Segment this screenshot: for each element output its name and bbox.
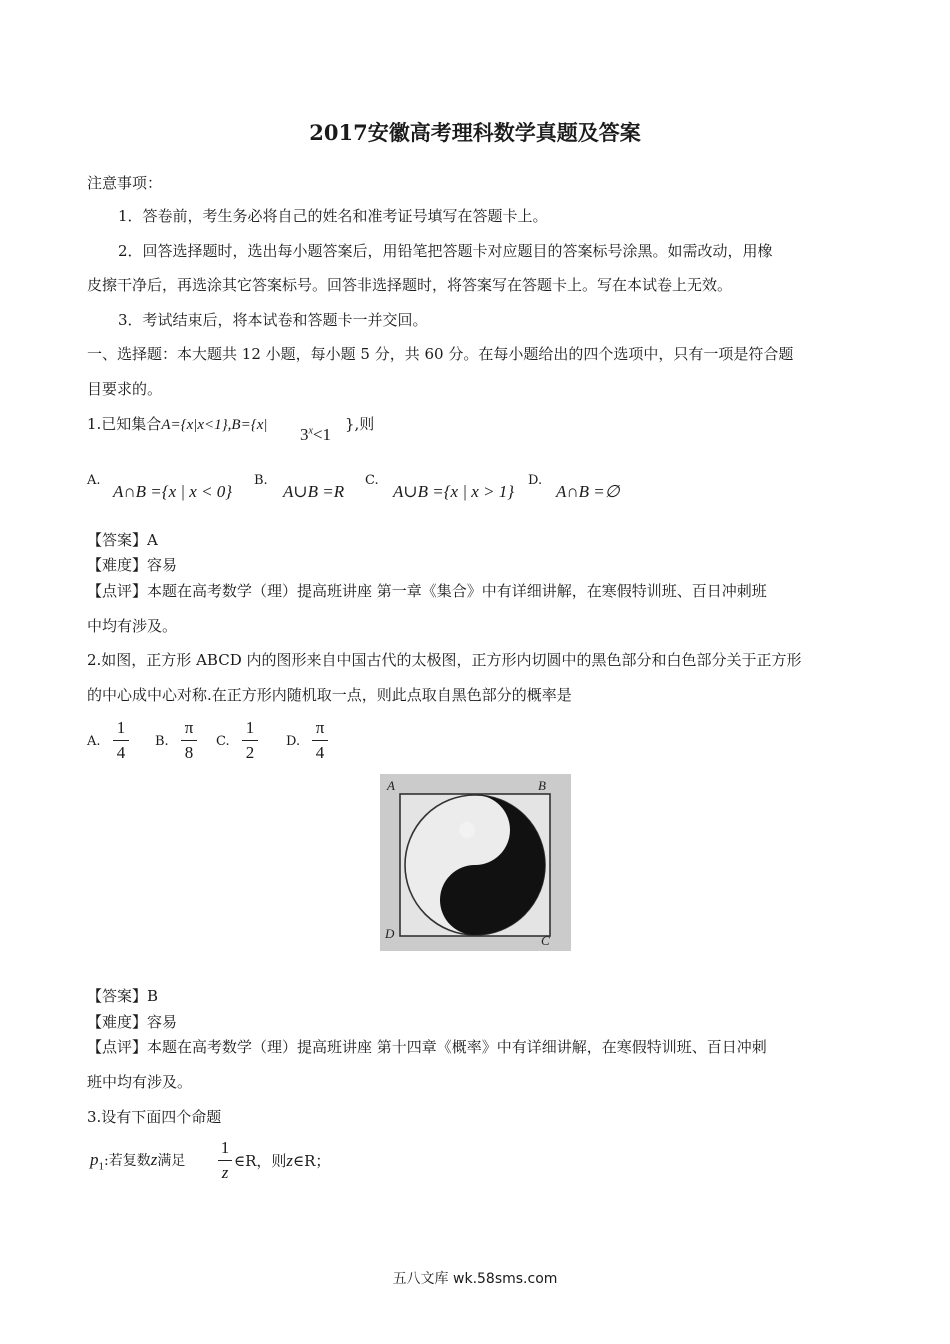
notice-item-2-line-2: 皮擦干净后，再选涂其它答案标号。回答非选择题时，将答案写在答题卡上。写在本试卷上无效。 [87,276,733,294]
q3-fraction-one-over-z [218,1138,232,1183]
q2-option-a-den: 4 [116,743,126,762]
q1-ineq-rest: <1 [312,425,332,444]
q3-p1-end: ∈R； [293,1152,331,1170]
notice-item-2-line-1: 2．回答选择题时，选出每小题答案后，用铅笔把答题卡对应题目的答案标号涂黑。如需改动，用橡 [118,242,773,260]
q2-answer: 【答案】B [87,987,159,1005]
q1-comment-line-2: 中均有涉及。 [87,617,178,635]
q2-option-d-label: D. [286,734,301,749]
q3-stem: 3.设有下面四个命题 [87,1108,222,1126]
q3-proposition-p1 [90,1150,185,1172]
q2-option-b-label: B. [155,734,169,749]
q2-stem-line-2: 的中心成中心对称.在正方形内随机取一点，则此点取自黑色部分的概率是 [87,686,572,704]
q1-difficulty: 【难度】容易 [87,556,178,574]
q2-option-c-label: C. [216,734,230,749]
q3-p1-in: ∈R，则 [234,1152,287,1170]
q1-set-a: A={x|x<1}, [161,417,232,433]
q3-p1-z: z [150,1150,158,1169]
q2-option-a-fraction [113,718,129,763]
q2-option-b-den: 8 [184,743,194,762]
q3-p1-text-1: :若复数 [104,1153,151,1169]
vertex-label-b: B [538,778,546,793]
q2-option-d-num: π [315,718,325,737]
section-heading-line-2: 目要求的。 [87,380,163,398]
q1-option-b-label: B. [254,473,268,488]
q2-option-a-label: A. [87,734,101,749]
q2-option-c-num: 1 [245,718,255,737]
q1-option-c-label: C. [365,473,379,488]
q1-option-d: A∩B =∅ [556,482,620,501]
vertex-label-d: D [385,926,395,941]
q1-stem-close: },则 [345,415,375,433]
q1-option-c: A∪B ={x | x > 1} [393,482,515,501]
q1-inequality [300,425,331,445]
q1-option-b: A∪B =R [283,482,345,501]
q2-comment-line-1: 【点评】本题在高考数学（理）提高班讲座 第十四章《概率》中有详细讲解，在寒假特训班、百日冲刺 [87,1038,767,1056]
q1-set-b: B={x| [231,417,268,433]
q1-comment-line-1: 【点评】本题在高考数学（理）提高班讲座 第一章《集合》中有详细讲解，在寒假特训班、百日冲刺班 [87,582,767,600]
q2-comment-line-2: 班中均有涉及。 [87,1073,193,1091]
q1-answer: 【答案】A [87,531,158,549]
notice-item-3: 3．考试结束后，将本试卷和答题卡一并交回。 [118,311,428,329]
q3-p1-z2: z [286,1151,294,1170]
q2-option-d-den: 4 [315,743,325,762]
q3-frac-den: z [221,1163,229,1182]
q2-option-c-den: 2 [245,743,255,762]
q3-p1-tail [234,1150,330,1171]
q2-stem-line-1: 2.如图，正方形 ABCD 内的图形来自中国古代的太极图，正方形内切圆中的黑色部分和白色部分关于正方形 [87,651,802,669]
q1-stem-text: 1.已知集合 [87,415,162,433]
vertex-label-a: A [387,778,395,793]
taiji-diagram [380,774,571,951]
page-title: 2017安徽高考理科数学真题及答案 [309,120,641,145]
q1-ineq-exp: x [308,425,313,437]
taiji-black-dot [460,885,474,899]
q1-option-d-label: D. [528,473,543,488]
footer-watermark: 五八文库 wk.58sms.com [392,1271,558,1287]
q1-stem [87,413,267,434]
q2-option-b-num: π [184,718,194,737]
section-heading-line-1: 一、选择题：本大题共 12 小题，每小题 5 分，共 60 分。在每小题给出的四个选项中，只有一项是符合题 [87,345,794,363]
taiji-figure [380,774,571,951]
q1-option-a: A∩B ={x | x < 0} [113,482,233,501]
taiji-white-dot [459,822,475,838]
q3-p1-subscript: 1 [98,1160,104,1173]
q2-option-b-fraction [181,718,197,763]
q2-option-a-num: 1 [116,718,126,737]
vertex-label-c: C [541,933,550,948]
q3-p1-symbol: p [90,1150,99,1169]
q1-option-a-label: A. [87,473,101,488]
q3-p1-text-2: 满足 [157,1153,186,1169]
q2-difficulty: 【难度】容易 [87,1013,178,1031]
notice-heading: 注意事项： [87,174,163,192]
notice-item-1: 1．答卷前，考生务必将自己的姓名和准考证号填写在答题卡上。 [118,207,548,225]
q2-option-c-fraction [242,718,258,763]
q1-ineq-base: 3 [300,425,309,444]
q3-frac-num: 1 [220,1138,230,1157]
q2-option-d-fraction [312,718,328,763]
